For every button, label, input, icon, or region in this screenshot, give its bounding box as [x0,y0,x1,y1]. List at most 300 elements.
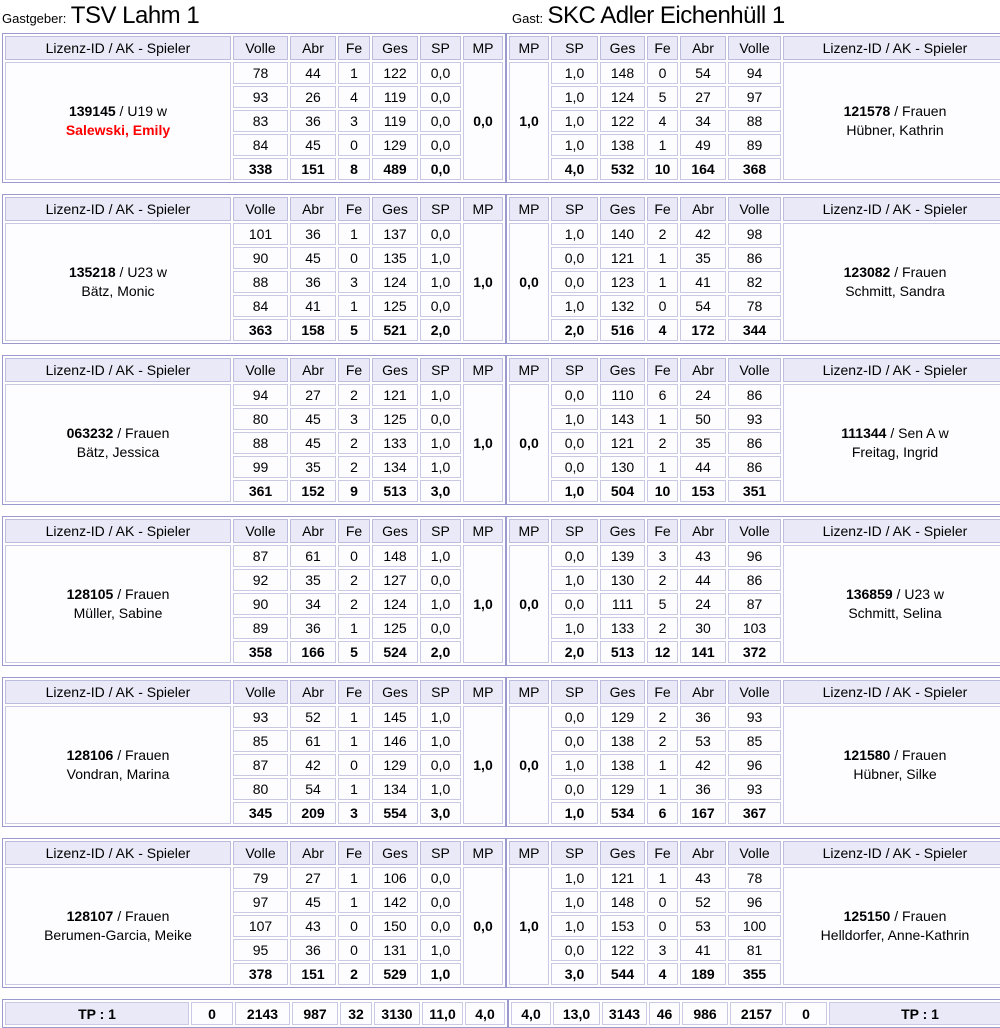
column-header: Volle [728,841,781,865]
score-cell: 1 [338,62,370,84]
guest-player-table [506,355,1000,505]
score-cell: 5 [338,319,370,341]
score-cell: 1,0 [420,271,461,293]
score-cell: 2 [338,384,370,406]
header-row [509,841,1000,865]
score-cell: 132 [600,295,645,317]
match-blocks [2,33,998,988]
score-cell: 124 [372,271,418,293]
column-header: Lizenz-ID / AK - Spieler [5,36,231,60]
lane-row [509,384,1000,406]
column-header: MP [509,680,549,704]
score-cell: 344 [728,319,781,341]
home-player-table [2,355,506,505]
score-cell: 1,0 [551,86,598,108]
score-cell: 0,0 [420,158,461,180]
player-id-line [6,746,230,765]
score-cell: 529 [372,963,418,985]
score-cell: 153 [600,915,645,937]
header-row [509,519,1000,543]
score-cell: 0,0 [551,706,598,728]
score-cell: 43 [290,915,336,937]
player-cell [783,867,1000,985]
score-cell: 143 [600,408,645,430]
column-header: Lizenz-ID / AK - Spieler [5,680,231,704]
id-ak-separator: / [113,425,126,442]
score-cell: 93 [728,778,781,800]
column-header: Ges [372,197,418,221]
score-cell: 172 [680,319,726,341]
player-name: Vondran, Marina [66,766,170,782]
column-header: Volle [233,680,288,704]
score-cell: 3 [338,408,370,430]
score-cell: 36 [290,939,336,961]
player-license-id: 121578 [843,103,891,120]
player-id-line [6,263,230,282]
score-cell: 1,0 [420,247,461,269]
score-cell: 27 [680,86,726,108]
player-license-id: 121580 [843,747,891,764]
lane-row [5,62,503,84]
score-cell: 363 [233,319,288,341]
mp-cell: 0,0 [463,62,503,180]
column-header: Lizenz-ID / AK - Spieler [783,841,1000,865]
player-license-id: 123082 [843,264,891,281]
score-cell: 4 [647,963,678,985]
score-cell: 378 [233,963,288,985]
guest-totals-table [508,999,1000,1028]
id-ak-separator: / [115,103,128,120]
player-cell [5,706,231,824]
column-header: Volle [728,358,781,382]
mp-cell: 0,0 [509,223,549,341]
score-cell: 93 [728,706,781,728]
score-cell: 96 [728,545,781,567]
score-cell: 85 [728,730,781,752]
score-cell: 45 [290,432,336,454]
total-sub-cell: 0 [191,1002,233,1025]
score-cell: 95 [233,939,288,961]
score-cell: 44 [290,62,336,84]
lane-row [509,867,1000,889]
score-cell: 0,0 [551,456,598,478]
totals-row [511,1002,1000,1025]
score-cell: 513 [372,480,418,502]
host-team-name: TSV Lahm 1 [70,2,200,29]
score-cell: 27 [290,867,336,889]
score-cell: 1,0 [551,480,598,502]
score-cell: 103 [728,617,781,639]
score-cell: 3 [647,545,678,567]
player-cell [783,223,1000,341]
score-cell: 1,0 [420,384,461,406]
player-name: Schmitt, Selina [848,605,942,621]
score-cell: 125 [372,617,418,639]
column-header: SP [551,36,598,60]
column-header: Lizenz-ID / AK - Spieler [783,519,1000,543]
score-cell: 124 [600,86,645,108]
score-cell: 96 [728,754,781,776]
player-id-line [784,585,1000,604]
column-header: Volle [233,36,288,60]
player-license-id: 128106 [66,747,114,764]
column-header: MP [509,36,549,60]
score-cell: 1,0 [551,295,598,317]
lane-row [5,223,503,245]
score-cell: 2 [338,456,370,478]
score-cell: 36 [680,706,726,728]
score-cell: 153 [680,480,726,502]
mp-cell: 1,0 [463,545,503,663]
id-ak-separator: / [113,747,126,764]
column-header: MP [509,841,549,865]
score-cell: 94 [233,384,288,406]
score-cell: 2,0 [420,319,461,341]
score-cell: 54 [680,62,726,84]
score-cell: 129 [372,134,418,156]
score-cell: 44 [680,569,726,591]
score-cell: 1 [647,754,678,776]
player-name: Helldorfer, Anne-Kathrin [820,927,970,943]
score-cell: 111 [600,593,645,615]
score-cell: 0 [338,545,370,567]
score-cell: 1,0 [420,456,461,478]
score-cell: 351 [728,480,781,502]
score-cell: 24 [680,384,726,406]
score-cell: 146 [372,730,418,752]
score-cell: 1 [338,730,370,752]
player-age-class: Frauen [125,908,170,925]
score-cell: 42 [290,754,336,776]
score-cell: 516 [600,319,645,341]
column-header: SP [551,680,598,704]
player-cell [5,62,231,180]
score-cell: 44 [680,456,726,478]
score-cell: 82 [728,271,781,293]
score-cell: 12 [647,641,678,663]
score-cell: 52 [680,891,726,913]
column-header: MP [463,358,503,382]
column-header: MP [509,519,549,543]
score-cell: 167 [680,802,726,824]
score-cell: 79 [233,867,288,889]
score-cell: 36 [290,617,336,639]
guest-player-table [506,33,1000,183]
total-fe-cell: 32 [340,1002,372,1025]
score-cell: 123 [600,271,645,293]
score-cell: 1,0 [420,706,461,728]
score-cell: 45 [290,247,336,269]
score-cell: 1,0 [551,754,598,776]
score-cell: 1,0 [551,891,598,913]
column-header: Fe [338,841,370,865]
score-cell: 36 [680,778,726,800]
column-header: Abr [680,358,726,382]
score-cell: 145 [372,706,418,728]
column-header: Lizenz-ID / AK - Spieler [5,519,231,543]
id-ak-separator: / [886,425,899,442]
score-cell: 134 [372,778,418,800]
score-cell: 27 [290,384,336,406]
column-header: Ges [600,358,645,382]
score-cell: 36 [290,223,336,245]
column-header: SP [420,197,461,221]
score-cell: 3 [647,939,678,961]
guest-team-name: SKC Adler Eichenhüll 1 [547,2,785,29]
score-cell: 100 [728,915,781,937]
id-ak-separator: / [113,586,126,603]
score-cell: 107 [233,915,288,937]
score-cell: 61 [290,545,336,567]
id-ak-separator: / [890,747,903,764]
score-cell: 0,0 [551,432,598,454]
score-cell: 127 [372,569,418,591]
home-player-table [2,194,506,344]
player-age-class: Frauen [125,586,170,603]
total-sp-cell: 13,0 [553,1002,600,1025]
score-cell: 2 [647,223,678,245]
home-player-table [2,516,506,666]
lane-row [509,545,1000,567]
column-header: SP [420,519,461,543]
score-cell: 78 [233,62,288,84]
player-id-line [784,907,1000,926]
player-name: Hübner, Kathrin [846,122,944,138]
total-mp-cell: 4,0 [465,1002,505,1025]
score-cell: 85 [233,730,288,752]
total-abr-cell: 986 [682,1002,728,1025]
mp-cell: 1,0 [509,62,549,180]
score-cell: 45 [290,134,336,156]
total-volle-cell: 2157 [730,1002,783,1025]
score-cell: 54 [680,295,726,317]
score-cell: 3,0 [551,963,598,985]
lane-row [509,62,1000,84]
score-cell: 3,0 [420,480,461,502]
mp-cell: 0,0 [463,867,503,985]
score-cell: 129 [600,706,645,728]
score-cell: 1 [647,271,678,293]
score-cell: 87 [728,593,781,615]
match-block [2,516,998,666]
player-age-class: Frauen [125,747,170,764]
column-header: Fe [647,519,678,543]
score-cell: 2 [647,432,678,454]
column-header: Abr [290,358,336,382]
score-cell: 372 [728,641,781,663]
score-cell: 24 [680,593,726,615]
score-cell: 98 [728,223,781,245]
score-cell: 138 [600,730,645,752]
column-header: Volle [233,519,288,543]
score-cell: 1,0 [420,593,461,615]
score-cell: 36 [290,110,336,132]
header-row [5,197,503,221]
score-cell: 1,0 [551,802,598,824]
score-cell: 0 [338,915,370,937]
score-cell: 125 [372,408,418,430]
mp-cell: 0,0 [509,706,549,824]
column-header: MP [463,680,503,704]
score-cell: 338 [233,158,288,180]
score-cell: 9 [338,480,370,502]
header-row [5,841,503,865]
player-license-id: 128107 [66,908,114,925]
lane-row [5,384,503,406]
column-header: Fe [647,680,678,704]
host-label: Gastgeber: [2,11,67,26]
score-cell: 84 [233,134,288,156]
score-cell: 110 [600,384,645,406]
column-header: Lizenz-ID / AK - Spieler [5,841,231,865]
score-cell: 1,0 [551,867,598,889]
score-cell: 0,0 [420,223,461,245]
guest-label: Gast: [512,11,544,26]
score-cell: 122 [600,110,645,132]
column-header: Ges [372,841,418,865]
column-header: MP [509,197,549,221]
player-cell [5,384,231,502]
score-cell: 2 [647,569,678,591]
column-header: SP [551,358,598,382]
home-totals-table [2,999,508,1028]
player-age-class: Frauen [902,264,947,281]
score-cell: 358 [233,641,288,663]
column-header: Abr [680,36,726,60]
column-header: Lizenz-ID / AK - Spieler [5,197,231,221]
column-header: SP [420,841,461,865]
mp-cell: 1,0 [463,223,503,341]
score-cell: 90 [233,593,288,615]
home-player-table [2,838,506,988]
score-cell: 3 [338,110,370,132]
player-name: Schmitt, Sandra [845,283,945,299]
column-header: Abr [680,841,726,865]
column-header: Volle [233,358,288,382]
score-cell: 1 [647,778,678,800]
guest-player-table [506,677,1000,827]
score-cell: 0,0 [420,867,461,889]
player-id-line [784,424,1000,443]
score-cell: 125 [372,295,418,317]
column-header: Ges [372,36,418,60]
player-name: Berumen-Garcia, Meike [44,927,192,943]
totals-row [5,1002,505,1025]
score-cell: 124 [372,593,418,615]
player-cell [783,384,1000,502]
player-age-class: Frauen [125,425,170,442]
total-fe-cell: 46 [649,1002,680,1025]
id-ak-separator: / [115,264,128,281]
player-name: Müller, Sabine [73,605,163,621]
column-header: Fe [647,36,678,60]
score-cell: 521 [372,319,418,341]
score-cell: 2 [647,617,678,639]
header-row [5,680,503,704]
column-header: Lizenz-ID / AK - Spieler [783,680,1000,704]
score-cell: 34 [680,110,726,132]
lane-row [5,706,503,728]
mp-cell: 1,0 [509,867,549,985]
score-cell: 1 [338,617,370,639]
score-cell: 0,0 [420,295,461,317]
score-cell: 53 [680,915,726,937]
score-cell: 0,0 [420,86,461,108]
score-cell: 148 [600,62,645,84]
column-header: Ges [600,197,645,221]
score-cell: 148 [372,545,418,567]
score-cell: 5 [338,641,370,663]
score-cell: 122 [372,62,418,84]
score-cell: 0,0 [420,891,461,913]
score-cell: 88 [233,271,288,293]
player-license-id: 135218 [68,264,116,281]
score-cell: 54 [290,778,336,800]
header-row [5,519,503,543]
player-id-line [784,746,1000,765]
score-cell: 49 [680,134,726,156]
score-cell: 106 [372,867,418,889]
column-header: MP [463,36,503,60]
column-header: Lizenz-ID / AK - Spieler [783,197,1000,221]
score-cell: 3 [338,802,370,824]
column-header: Ges [372,680,418,704]
player-name: Freitag, Ingrid [851,444,939,460]
score-cell: 131 [372,939,418,961]
score-cell: 2 [338,432,370,454]
score-cell: 1 [647,867,678,889]
guest-player-table [506,516,1000,666]
score-cell: 1 [338,891,370,913]
score-cell: 43 [680,545,726,567]
score-cell: 513 [600,641,645,663]
score-cell: 1 [338,223,370,245]
score-cell: 2 [338,593,370,615]
score-cell: 1,0 [420,963,461,985]
team-totals-row [2,999,998,1028]
score-cell: 0,0 [420,617,461,639]
player-name: Hübner, Silke [853,766,937,782]
score-cell: 53 [680,730,726,752]
score-cell: 0,0 [551,939,598,961]
score-cell: 80 [233,778,288,800]
score-cell: 1,0 [420,939,461,961]
score-cell: 355 [728,963,781,985]
total-tp-cell: TP : 1 [829,1002,1000,1025]
guest-player-table [506,838,1000,988]
score-cell: 10 [647,158,678,180]
header-row [509,358,1000,382]
score-cell: 138 [600,754,645,776]
player-id-line [6,102,230,121]
score-cell: 0,0 [420,134,461,156]
score-cell: 3,0 [420,802,461,824]
match-block [2,194,998,344]
score-cell: 0 [338,939,370,961]
score-cell: 1,0 [420,432,461,454]
mp-cell: 1,0 [463,706,503,824]
score-cell: 0,0 [420,915,461,937]
player-name: Bätz, Monic [81,283,155,299]
score-cell: 3 [338,271,370,293]
player-age-class: U23 w [127,264,168,281]
player-license-id: 063232 [66,425,114,442]
score-cell: 6 [647,802,678,824]
score-cell: 0,0 [551,778,598,800]
column-header: SP [420,680,461,704]
score-cell: 0 [338,134,370,156]
player-age-class: U19 w [127,103,168,120]
